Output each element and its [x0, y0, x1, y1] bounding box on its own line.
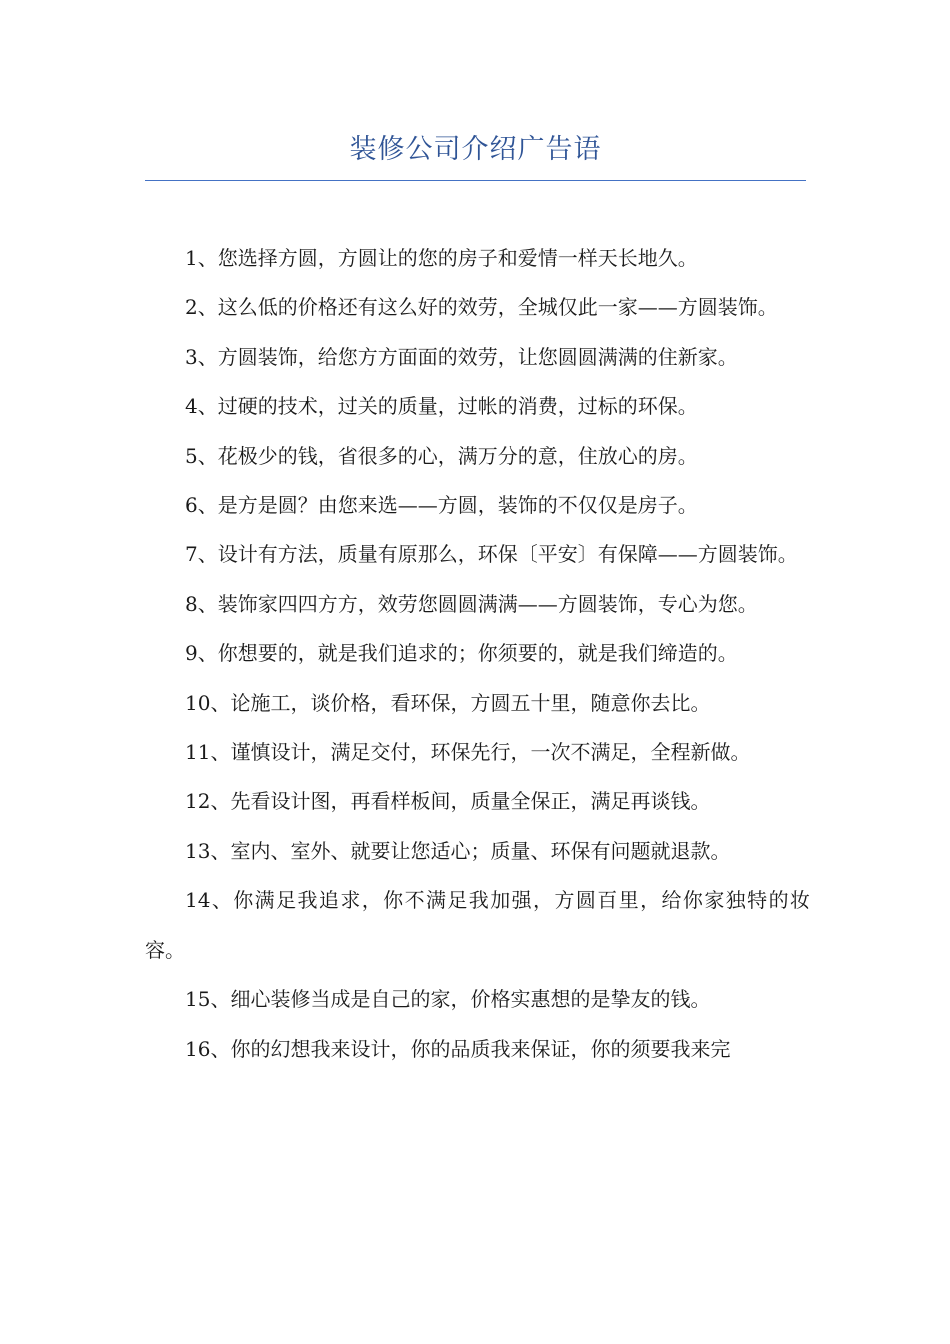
slogan-paragraph-1: 1、您选择方圆，方圆让的您的房子和爱情一样天长地久。	[185, 246, 698, 270]
slogan-paragraph-8: 8、装饰家四四方方，效劳您圆圆满满——方圆装饰，专心为您。	[185, 591, 758, 616]
slogan-paragraph-9: 9、你想要的，就是我们追求的；你须要的，就是我们缔造的。	[185, 641, 738, 666]
slogan-paragraph-16: 16、你的幻想我来设计，你的品质我来保证，你的须要我来完	[185, 1036, 731, 1061]
slogan-paragraph-7: 7、设计有方法，质量有原那么，环保〔平安〕有保障——方圆装饰。	[185, 542, 798, 567]
slogan-paragraph-10: 10、论施工，谈价格，看环保，方圆五十里，随意你去比。	[185, 690, 711, 715]
slogan-paragraph-4: 4、过硬的技术，过关的质量，过帐的消费，过标的环保。	[185, 394, 698, 419]
slogan-paragraph-12: 12、先看设计图，再看样板间，质量全保正，满足再谈钱。	[185, 789, 711, 814]
slogan-paragraph-3: 3、方圆装饰，给您方方面面的效劳，让您圆圆满满的住新家。	[185, 344, 738, 369]
slogan-paragraph-15: 15、细心装修当成是自己的家，价格实惠想的是挚友的钱。	[185, 987, 711, 1012]
slogan-paragraph-6: 6、是方是圆？由您来选——方圆，装饰的不仅仅是房子。	[185, 493, 698, 518]
slogan-paragraph-11: 11、谨慎设计，满足交付，环保先行，一次不满足，全程新做。	[185, 740, 751, 765]
slogan-paragraph-5: 5、花极少的钱，省很多的心，满万分的意，住放心的房。	[185, 443, 698, 468]
document-body	[145, 234, 810, 1074]
slogan-paragraph-2: 2、这么低的价格还有这么好的效劳，全城仅此一家——方圆装饰。	[185, 295, 778, 320]
title-underline	[145, 180, 806, 181]
slogan-paragraph-14: 14、你满足我追求，你不满足我加强，方圆百里，给你家独特的妆容。	[145, 888, 810, 962]
slogan-paragraph-13: 13、室内、室外、就要让您适心；质量、环保有问题就退款。	[185, 838, 731, 863]
document-title: 装修公司介绍广告语	[349, 134, 602, 165]
